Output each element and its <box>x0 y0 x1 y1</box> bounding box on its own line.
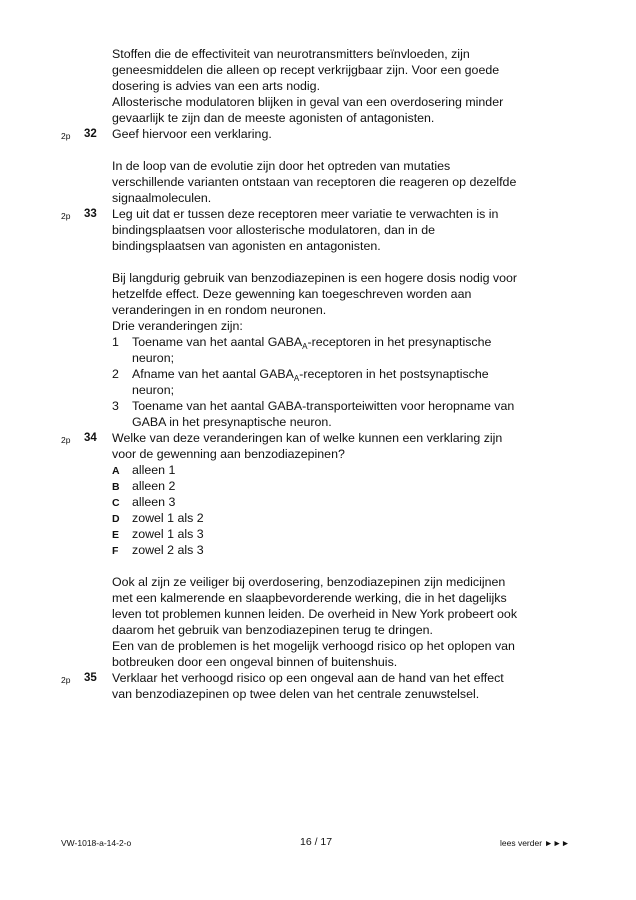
overdose-line: leven tot problemen kunnen leiden. De overheid in New York probeert ook <box>112 607 518 621</box>
change-text: Afname van het aantal $GABA_A$-receptoren in het postsynaptische <box>132 367 489 383</box>
option-text: alleen 1 <box>132 463 176 477</box>
option-letter: E <box>112 529 120 541</box>
exam-code: VW-1018-a-14-2-o <box>61 838 132 848</box>
benzo-line: veranderingen in en rondom neuronen. <box>112 303 327 317</box>
change-text: Toename van het aantal GABA-transporteiwitten voor heropname van <box>132 399 515 413</box>
intro-line: gevaarlijk te zijn dan de meeste agonisten of antagonisten. <box>112 111 435 125</box>
evolution-line: signaalmoleculen. <box>112 191 212 205</box>
intro-line: Stoffen die de effectiviteit van neurotransmitters beïnvloeden, zijn <box>112 47 470 61</box>
option-letter: A <box>112 465 120 477</box>
question-number: 33 <box>84 208 97 220</box>
change-text: Toename van het aantal $GABA_A$-receptoren in het presynaptische <box>132 335 492 351</box>
question-text: van benzodiazepinen op twee delen van het centrale zenuwstelsel. <box>112 687 480 701</box>
change-number: 2 <box>112 367 119 381</box>
question-number: 32 <box>84 128 97 140</box>
option-text: alleen 2 <box>132 479 176 493</box>
question-text: voor de gewenning aan benzodiazepinen? <box>112 447 345 461</box>
question-text: bindingsplaatsen van agonisten en antagonisten. <box>112 239 381 253</box>
question-text: Welke van deze veranderingen kan of welke kunnen een verklaring zijn <box>112 431 503 445</box>
option-letter: B <box>112 481 120 493</box>
option-letter: C <box>112 497 120 509</box>
overdose-line: daarom het gebruik van benzodiazepinen terug te dringen. <box>112 623 434 637</box>
benzo-line: Bij langdurig gebruik van benzodiazepinen is een hogere dosis nodig voor <box>112 271 518 285</box>
question-points: 2p <box>61 211 71 221</box>
overdose-line: botbreuken door een ongeval binnen of buitenshuis. <box>112 655 398 669</box>
question-number: 34 <box>84 432 97 444</box>
change-text: neuron; <box>132 383 175 397</box>
intro-line: geneesmiddelen die alleen op recept verkrijgbaar zijn. Voor een goede <box>112 63 500 77</box>
question-text: Geef hiervoor een verklaring. <box>112 127 272 141</box>
question-text: Leg uit dat er tussen deze receptoren meer variatie te verwachten is in <box>112 207 499 221</box>
question-text: Verklaar het verhoogd risico op een ongeval aan de hand van het effect <box>112 671 504 685</box>
option-letter: F <box>112 545 119 557</box>
option-text: zowel 2 als 3 <box>132 543 204 557</box>
change-text: neuron; <box>132 351 175 365</box>
change-number: 3 <box>112 399 119 413</box>
option-text: zowel 1 als 3 <box>132 527 204 541</box>
evolution-line: In de loop van de evolutie zijn door het optreden van mutaties <box>112 159 451 173</box>
overdose-line: met een kalmerende en slaapbevorderende werking, die in het dagelijks <box>112 591 507 605</box>
option-text: zowel 1 als 2 <box>132 511 204 525</box>
question-points: 2p <box>61 131 71 141</box>
overdose-line: Ook al zijn ze veiliger bij overdosering, benzodiazepinen zijn medicijnen <box>112 575 506 589</box>
evolution-line: verschillende varianten ontstaan van receptoren die reageren op dezelfde <box>112 175 517 189</box>
question-points: 2p <box>61 675 71 685</box>
change-number: 1 <box>112 335 119 349</box>
benzo-line: Drie veranderingen zijn: <box>112 319 243 333</box>
benzo-line: hetzelfde effect. Deze gewenning kan toegeschreven worden aan <box>112 287 472 301</box>
change-text: GABA in het presynaptische neuron. <box>132 415 332 429</box>
question-points: 2p <box>61 435 71 445</box>
overdose-line: Een van de problemen is het mogelijk verhoogd risico op het oplopen van <box>112 639 515 653</box>
next-page-indicator: lees verder ►►► <box>500 838 570 848</box>
page-number: 16 / 17 <box>300 836 333 848</box>
question-number: 35 <box>84 672 97 684</box>
intro-line: Allosterische modulatoren blijken in geval van een overdosering minder <box>112 95 504 109</box>
option-text: alleen 3 <box>132 495 176 509</box>
option-letter: D <box>112 513 120 525</box>
question-text: bindingsplaatsen voor allosterische modulatoren, dan in de <box>112 223 436 237</box>
intro-line: dosering is advies van een arts nodig. <box>112 79 321 93</box>
